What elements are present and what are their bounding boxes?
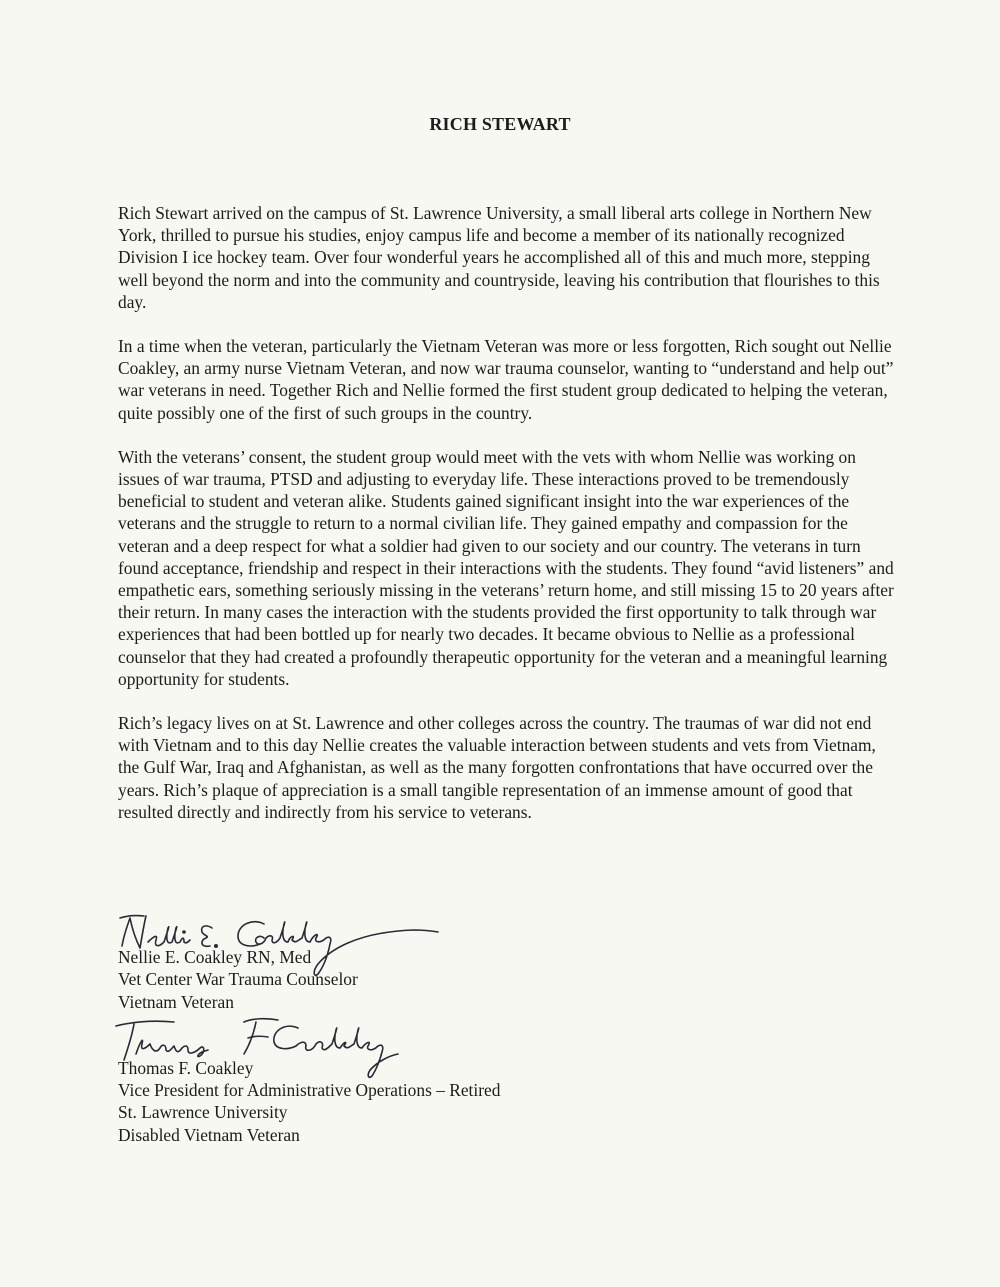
letter-body [118,202,894,845]
signatory-institution: St. Lawrence University [118,1102,288,1123]
signatory-title: Vet Center War Trauma Counselor [118,969,358,990]
signatory-thomas [118,1057,718,1146]
paragraph-3: With the veterans’ consent, the student group would meet with the vets with whom Nellie was working on issues of war trauma, PTSD and adjusting to everyday life. These interactions proved to be tremendously beneficial to student and veteran alike. Students gained significant insight into the war experiences of the veterans and the struggle to return to a normal civilian life. They gained empathy and compassion for the veteran and a deep respect for what a soldier had given to our society and our country. The veterans in turn found acceptance, friendship and respect in their interactions with the students. They found “avid listeners” and empathetic ears, something seriously missing in the veterans’ return home, and still missing 15 to 20 years after their return. In many cases the interaction with the students provided the first opportunity to talk through war experiences that had been bottled up for nearly two decades. It became obvious to Nellie as a professional counselor that they had created a profoundly therapeutic opportunity for the veteran and a meaningful learning opportunity for students. [118,446,894,689]
signature-block [118,946,718,1146]
document-title: RICH STEWART [429,114,571,134]
signatory-name: Thomas F. Coakley [118,1057,254,1078]
paragraph-4: Rich’s legacy lives on at St. Lawrence and other colleges across the country. The traumas of war did not end with Vietnam and to this day Nellie creates the valuable interaction between students and vets from Vietnam, the Gulf War, Iraq and Afghanistan, as well as the many forgotten confrontations that have occurred over the years. Rich’s plaque of appreciation is a small tangible representation of an immense amount of good that resulted directly and indirectly from his service to veterans. [118,713,876,822]
signatory-name: Nellie E. Coakley RN, Med [118,947,312,967]
paragraph-2: In a time when the veteran, particularly the Vietnam Veteran was more or less forgotten, Rich sought out Nellie Coakley, an army nurse Vietnam Veteran, and now war trauma counselor, wanting to “understand and help out” war veterans in need. Together Rich and Nellie formed the first student group dedicated to helping the veteran, quite possibly one of the first of such groups in the country. [118,336,894,423]
signatory-nellie [118,946,718,1013]
signatory-affiliation: Vietnam Veteran [118,991,234,1012]
signatory-title: Vice President for Administrative Operations – Retired [118,1080,501,1101]
paragraph-1: Rich Stewart arrived on the campus of St. Lawrence University, a small liberal arts college in Northern New York, thrilled to pursue his studies, enjoy campus life and become a member of its nationally recognized Division I ice hockey team. Over four wonderful years he accomplished all of this and much more, stepping well beyond the norm and into the community and countryside, leaving his contribution that flourishes to this day. [118,203,880,312]
signatory-affiliation: Disabled Vietnam Veteran [118,1124,300,1145]
